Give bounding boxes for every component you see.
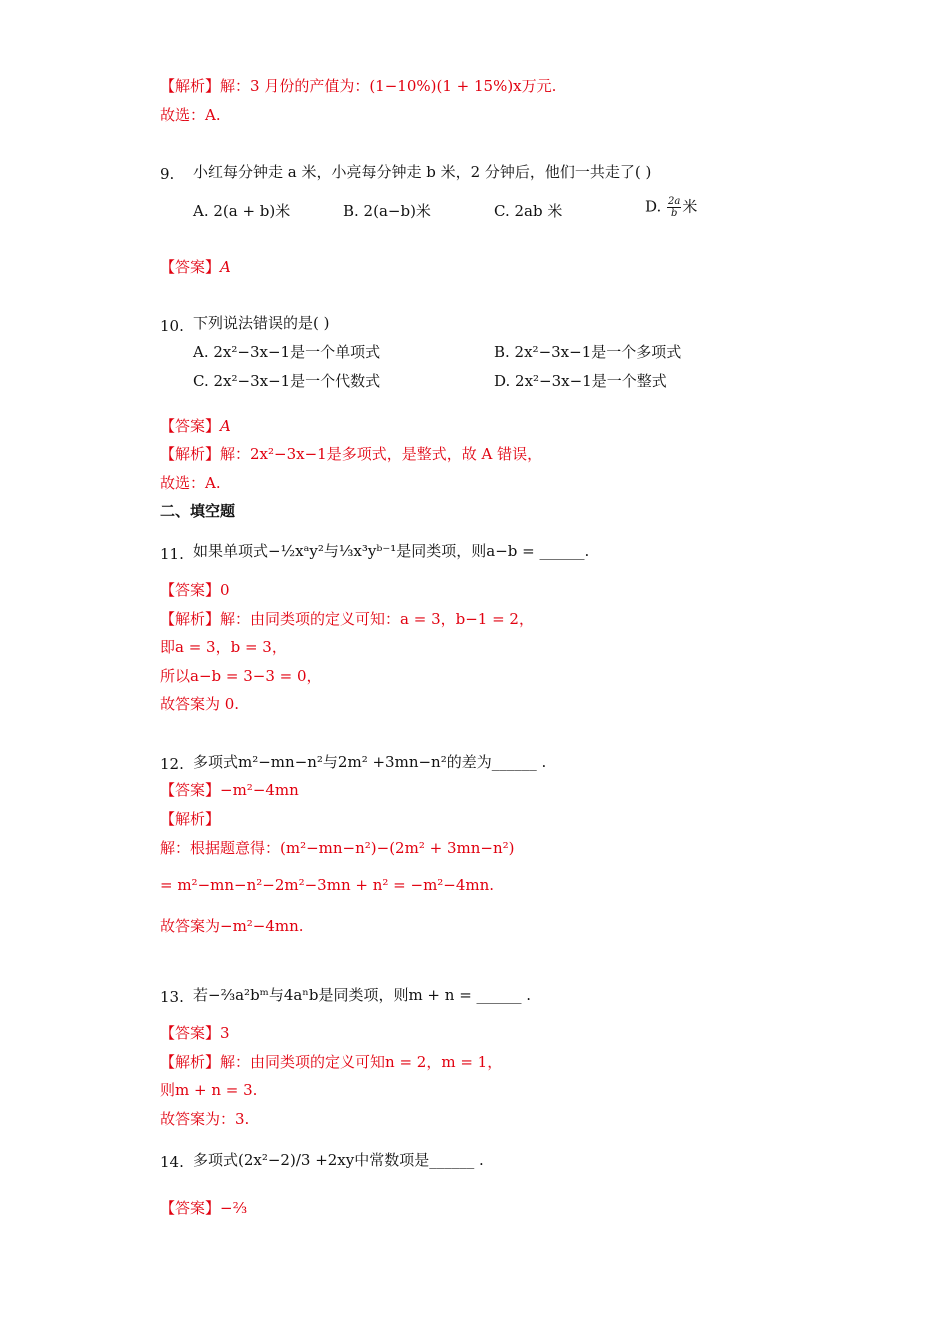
q9-option-d-label: D. [645,197,662,216]
q10-option-a: A. 2x²−3x−1是一个单项式 [193,343,381,361]
q13-stem: 若−⅔a²bᵐ与4aⁿb是同类项，则m + n = ______ . [193,986,532,1004]
q9-number: 9. [160,165,175,183]
q11-analysis-line-2: 即a = 3，b = 3， [160,638,287,656]
q8-choose: 故选：A. [160,106,221,124]
q13-analysis-line-3: 故答案为：3. [160,1110,250,1128]
q9-answer: 【答案】A [160,258,231,276]
q12-analysis-line-2: = m²−mn−n²−2m²−3mn + n² = −m²−4mn. [160,876,495,894]
q9-option-d: D. $\frac{2a}{b}$ 米 [645,196,698,219]
q9-option-c: C. 2ab 米 [494,202,563,220]
q14-answer: 【答案】−⅔ [160,1199,248,1217]
q11-stem: 如果单项式−½xᵃy²与⅓x³yᵇ⁻¹是同类项，则a−b = ______. [193,542,590,560]
q13-analysis-line-2: 则m + n = 3. [160,1081,258,1099]
q10-analysis: 【解析】解：2x²−3x−1是多项式，是整式，故 A 错误， [160,445,543,463]
q9-option-a: A. 2(a + b)米 [193,202,291,220]
q10-stem: 下列说法错误的是( ) [193,314,330,332]
q12-number: 12. [160,755,184,773]
q14-stem: 多项式(2x²−2)/3 +2xy中常数项是______ . [193,1151,484,1169]
section-title: 二、填空题 [160,502,236,520]
q9-stem: 小红每分钟走 a 米，小亮每分钟走 b 米，2 分钟后，他们一共走了( ) [193,163,652,181]
q13-analysis: 【解析】解：由同类项的定义可知n = 2，m = 1， [160,1053,503,1071]
q13-answer: 【答案】3 [160,1024,230,1042]
q10-option-c: C. 2x²−3x−1是一个代数式 [193,372,381,390]
q11-analysis: 【解析】解：由同类项的定义可知：a = 3，b−1 = 2， [160,610,534,628]
q12-analysis-line-3: 故答案为−m²−4mn. [160,917,304,935]
q8-analysis: 【解析】解：3 月份的产值为：(1−10%)(1 + 15%)x万元. [160,77,557,95]
q13-number: 13. [160,988,184,1006]
q11-number: 11. [160,545,184,563]
q11-analysis-line-3: 所以a−b = 3−3 = 0， [160,667,322,685]
q10-answer: 【答案】A [160,417,231,435]
q14-number: 14. [160,1153,184,1171]
q9-option-b: B. 2(a−b)米 [343,202,431,220]
q10-choose: 故选：A. [160,474,221,492]
q10-number: 10. [160,317,184,335]
q11-analysis-line-4: 故答案为 0. [160,695,240,713]
q12-stem: 多项式m²−mn−n²与2m² +3mn−n²的差为______ . [193,753,547,771]
q12-analysis-tag: 【解析】 [160,810,221,828]
q9-option-d-fraction: $\frac{2a}{b}$ [668,196,681,219]
q10-option-b: B. 2x²−3x−1是一个多项式 [494,343,682,361]
q12-answer: 【答案】−m²−4mn [160,781,299,799]
q10-option-d: D. 2x²−3x−1是一个整式 [494,372,667,390]
q12-analysis-line-1: 解：根据题意得：(m²−mn−n²)−(2m² + 3mn−n²) [160,839,515,857]
q11-answer: 【答案】0 [160,581,230,599]
